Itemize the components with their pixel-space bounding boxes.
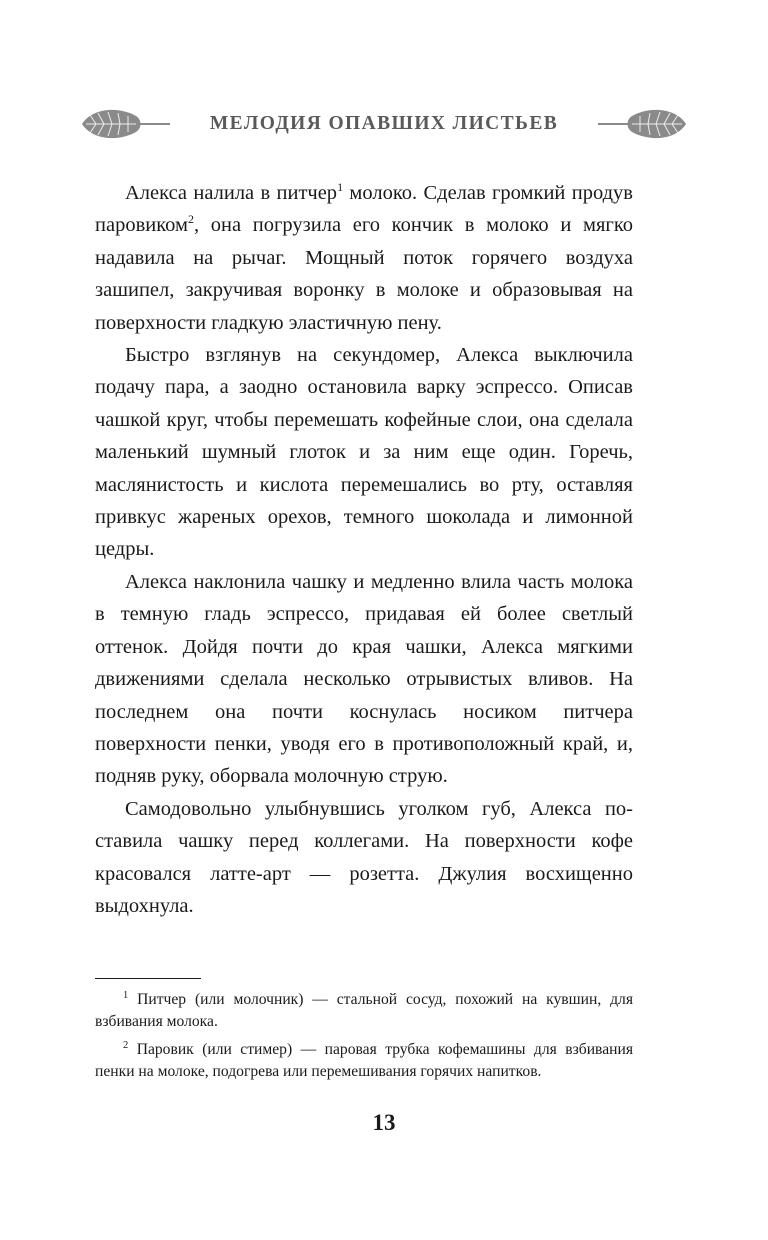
main-text (95, 177, 633, 922)
footnotes (95, 989, 633, 1089)
footnote-text: Питчер (или молочник) — стальной сосуд, похожий на кувшин, для взбивания молока. (95, 991, 633, 1030)
footnote (95, 989, 633, 1033)
footnote-ref: 2 (187, 212, 194, 227)
paragraph (95, 177, 633, 339)
footnote-divider (95, 978, 201, 979)
paragraph-segment: молоко. Сделав громкий продув паровиком (95, 182, 633, 237)
paragraph: Самодовольно улыбнувшись уголком губ, Алекса поставила чашку перед коллегами. На поверхности кофе красовался латте-арт — розетта. Джулия восхищенно выдохнула. (95, 797, 633, 917)
running-title: МЕЛОДИЯ ОПАВШИХ ЛИСТЬЕВ (209, 113, 559, 134)
footnote-ref: 1 (337, 180, 344, 195)
paragraph: Алекса наклонила чашку и медленно влила часть молока в темную гладь эспрессо, придавая ей более светлый оттенок. Дойдя почти до края чашки, Алекса мягкими движениями сделала несколько отрывистых вливов. На последнем она почти коснулась носиком питчера поверхности пенки, уводя его в противоположный край, и, подняв руку, оборвала молочную струю. (95, 570, 633, 788)
paragraph: Быстро взглянув на секундомер, Алекса выключила подачу пара, а заодно остановила варку эспрессо. Описав чашкой круг, чтобы перемешать кофейные слои, она сделала маленький шумный глоток и за ним еще один. Горечь, маслянистость и кислота перемешались во рту, оставляя привкус жареных орехов, темного шоколада и лимонной цедры. (95, 344, 633, 561)
footnote-number: 2 (123, 1039, 129, 1051)
footnote (95, 1039, 633, 1083)
paragraph-segment: Алекса налила в питчер (125, 182, 338, 204)
footnote-number: 1 (123, 989, 129, 1001)
running-header (78, 100, 690, 150)
leaf-ornament-right-icon (598, 104, 690, 144)
footnote-text: Паровик (или стимер) — паровая трубка кофемашины для взбивания пенки на молоке, подогрева или перемешивания горячих напитков. (95, 1041, 633, 1080)
paragraph-segment: , она погрузила его кончик в молоко и мягко надавила на рычаг. Мощный поток горячего воздуха зашипел, закручивая воронку в молоке и образовывая на поверхности гладкую эластичную пену. (95, 214, 633, 334)
page-number: 13 (372, 1110, 396, 1135)
